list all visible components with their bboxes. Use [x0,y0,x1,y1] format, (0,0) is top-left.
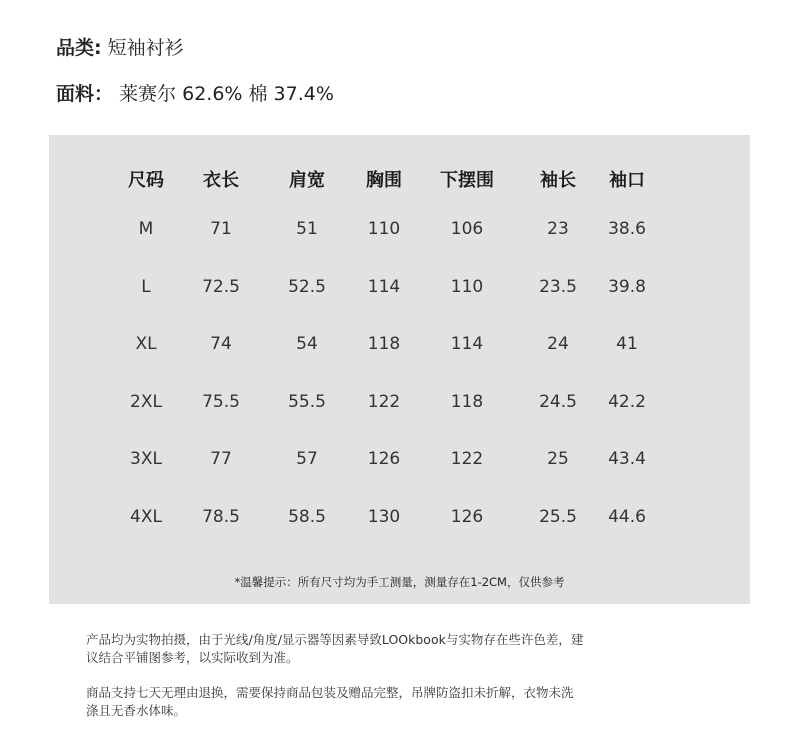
size-table-header: 胸围 [366,170,402,191]
fabric-line [56,82,334,106]
fabric-value: 莱赛尔 62.6% 棉 37.4% [119,83,334,105]
size-table-cell: 78.5 [202,507,240,527]
size-table-cell: 106 [450,219,484,239]
size-table-size-label: 4XL [130,507,162,527]
size-table-cell: 57 [296,449,318,469]
size-table-size-label: XL [135,334,157,354]
size-table-cell: 75.5 [202,392,240,412]
size-table-cell: 24 [547,334,569,354]
size-table-cell: 122 [450,449,484,469]
size-table-cell: 130 [367,507,401,527]
size-table-cell: 39.8 [608,277,646,297]
category-label: 品类: [56,37,102,59]
size-table-cell: 54 [296,334,318,354]
note-line: 议结合平铺图参考，以实际收到为准。 [86,650,299,665]
size-table-cell: 126 [450,507,484,527]
size-table-cell: 43.4 [608,449,646,469]
size-table-cell: 24.5 [539,392,577,412]
size-table-size-label: 2XL [130,392,162,412]
size-table-size-label: 3XL [130,449,162,469]
size-table-header: 袖口 [609,170,645,191]
size-table-header: 袖长 [540,170,576,191]
note-line: 产品均为实物拍摄，由于光线/角度/显示器等因素导致LOOkbook与实物存在些许色差，建 [86,632,584,647]
size-table-cell: 114 [450,334,484,354]
size-table-cell: 41 [616,334,638,354]
size-table-cell: 52.5 [288,277,326,297]
size-table-cell: 77 [210,449,232,469]
size-table-header: 下摆围 [440,170,494,191]
size-table-cell: 23.5 [539,277,577,297]
size-table-cell: 110 [450,277,484,297]
size-table-cell: 72.5 [202,277,240,297]
note-line: 涤且无香水体味。 [86,703,187,718]
size-table-cell: 118 [450,392,484,412]
size-table-cell: 38.6 [608,219,646,239]
size-table-cell: 118 [367,334,401,354]
size-table-cell: 110 [367,219,401,239]
size-table-cell: 25 [547,449,569,469]
size-table-cell: 74 [210,334,232,354]
size-table-cell: 114 [367,277,401,297]
size-table-cell: 25.5 [539,507,577,527]
category-line [56,36,184,60]
size-table-cell: 58.5 [288,507,326,527]
size-table-cell: 42.2 [608,392,646,412]
note-line: 商品支持七天无理由退换，需要保持商品包装及赠品完整，吊牌防盗扣未折解，衣物未洗 [86,685,574,700]
size-table-cell: 122 [367,392,401,412]
note-return-policy [86,684,646,720]
size-table [49,135,750,604]
size-table-cell: 51 [296,219,318,239]
size-table-header: 衣长 [203,170,239,191]
size-table-tip: *温馨提示：所有尺寸均为手工测量，测量存在1-2CM，仅供参考 [234,575,565,589]
size-table-cell: 71 [210,219,232,239]
size-table-header: 肩宽 [289,170,325,191]
size-table-cell: 126 [367,449,401,469]
size-table-cell: 55.5 [288,392,326,412]
size-table-size-label: L [141,277,151,297]
category-value: 短袖衬衫 [107,37,184,59]
size-table-cell: 23 [547,219,569,239]
size-table-cell: 44.6 [608,507,646,527]
note-color-disclaimer [86,631,646,667]
size-table-header: 尺码 [128,170,164,191]
fabric-label: 面料： [56,83,114,105]
size-table-size-label: M [138,219,154,239]
